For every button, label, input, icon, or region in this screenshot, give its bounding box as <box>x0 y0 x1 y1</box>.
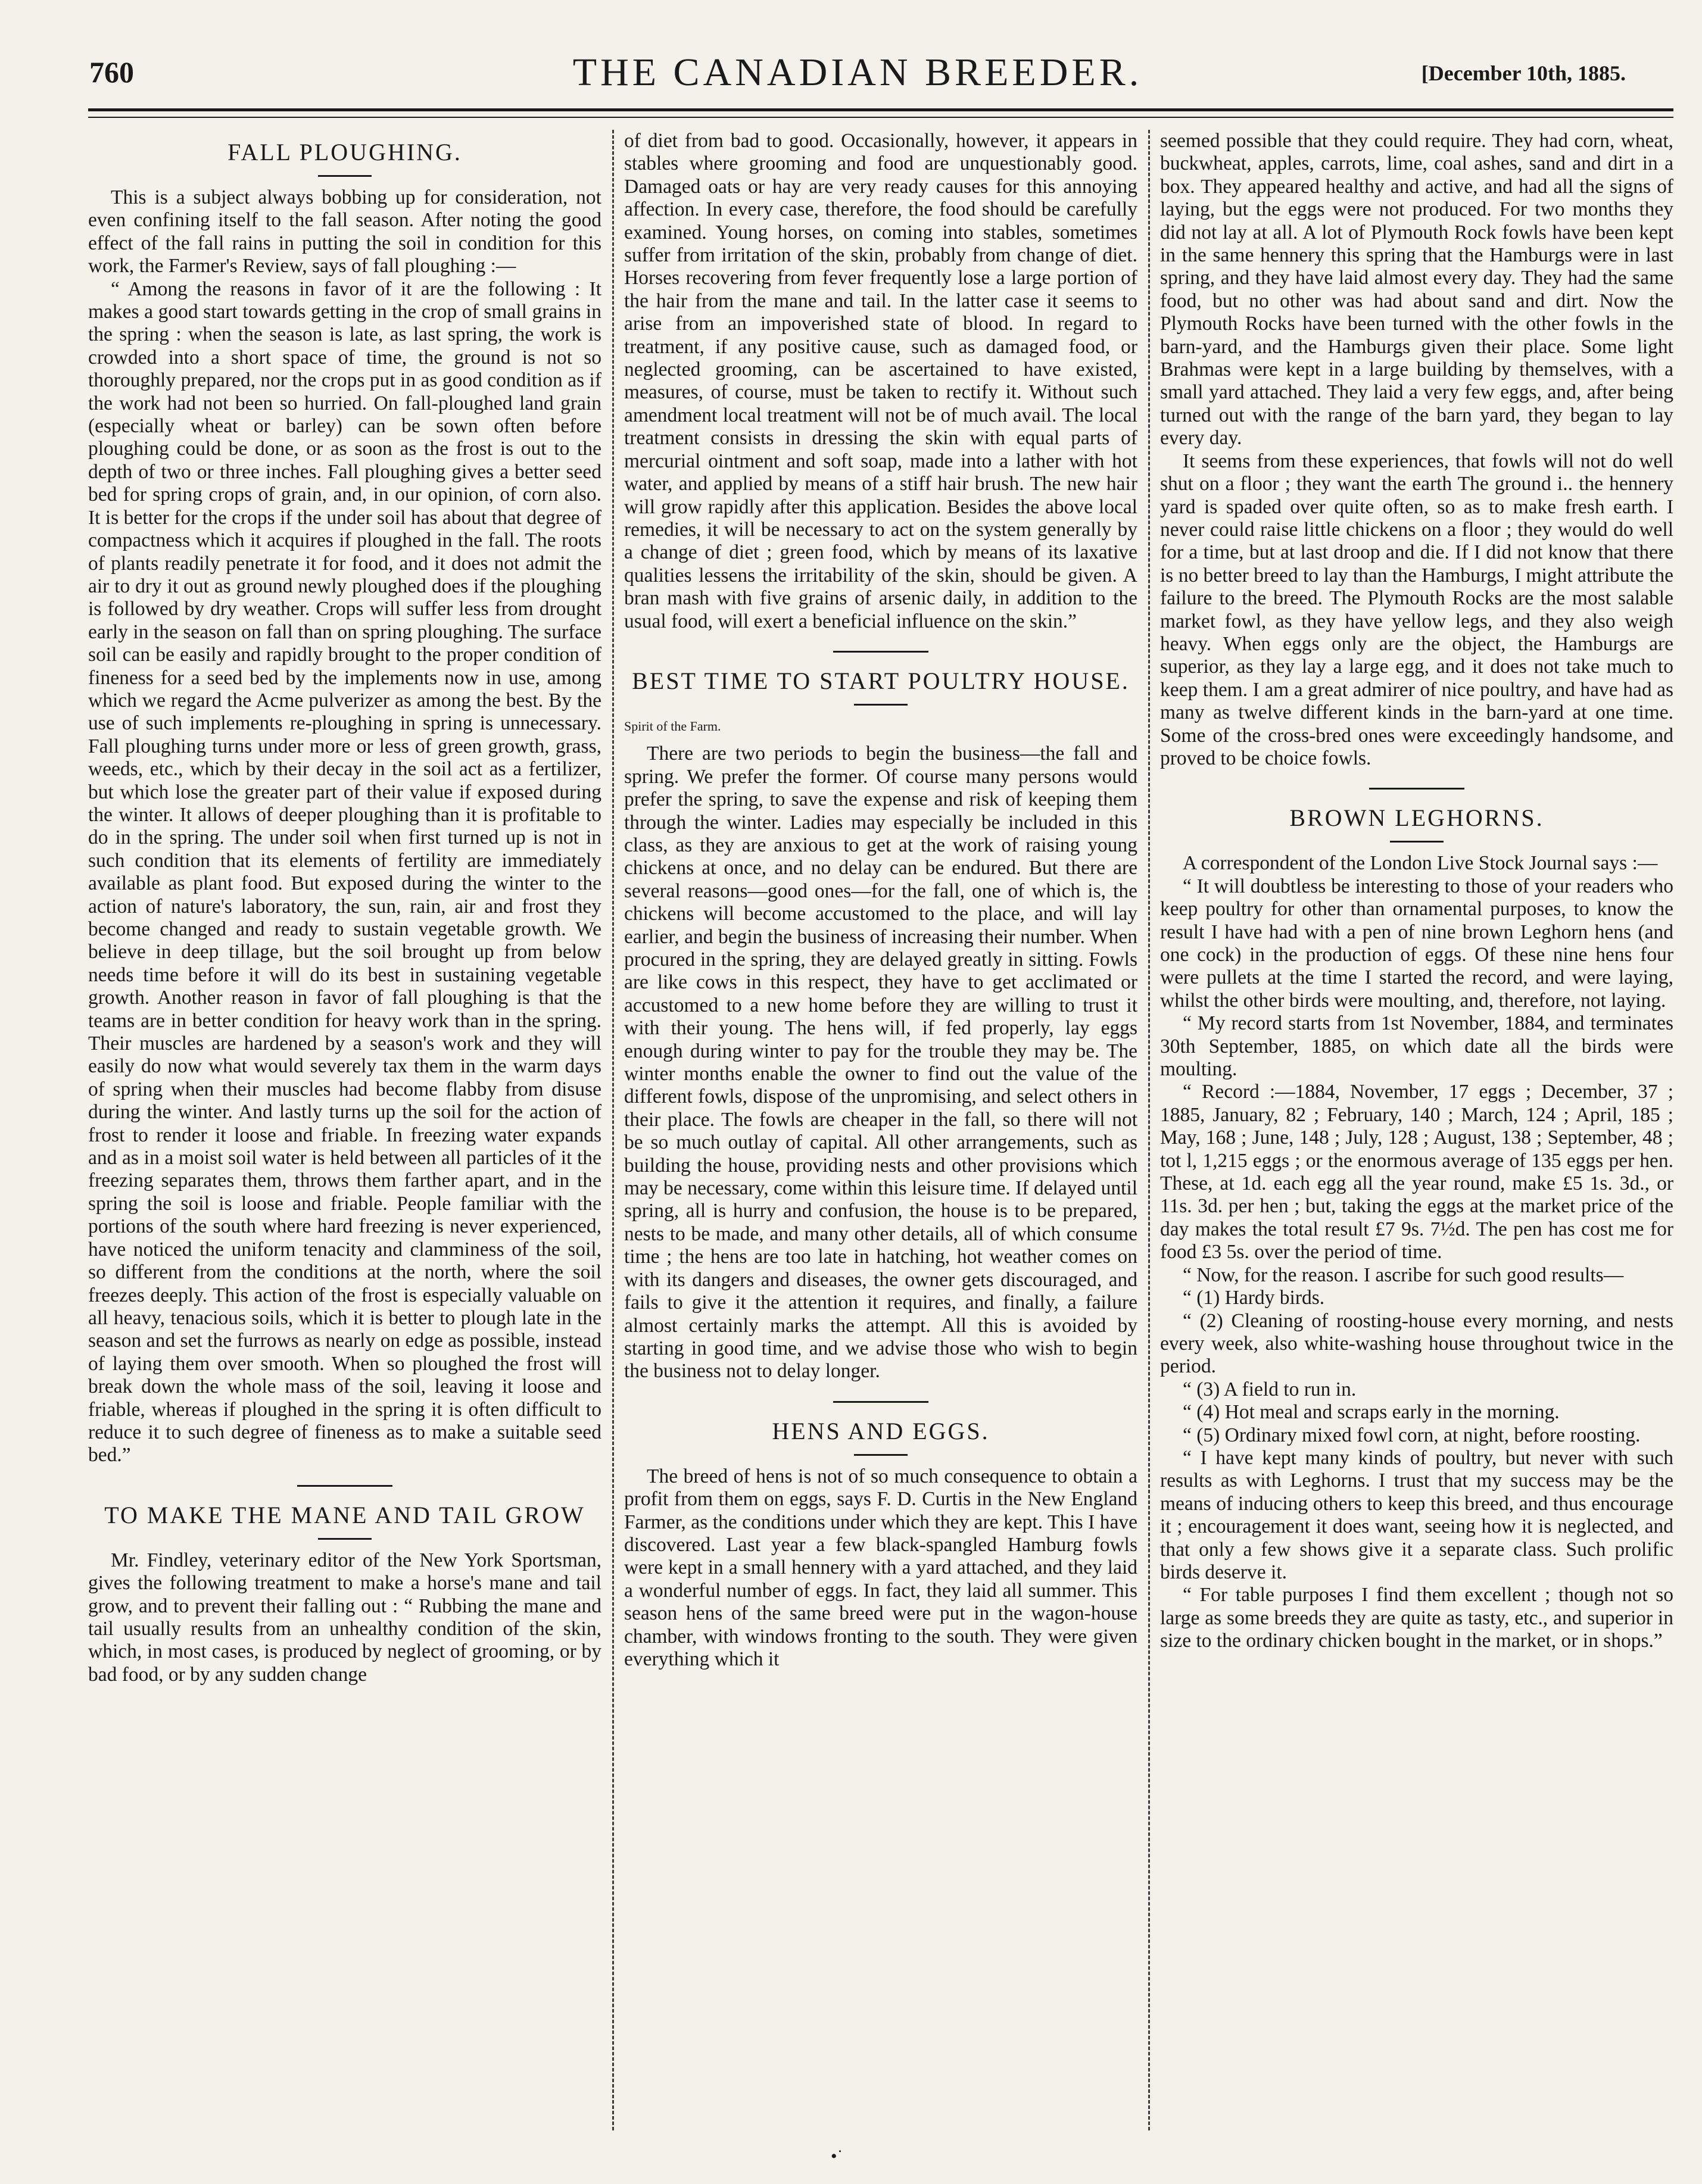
article-paragraph: “ It will doubtless be interesting to those of your readers who keep poultry for other than ornamental purposes, to know the result I have had with a pen of nine brown Leghorn hens (and one cock) in the production of eggs. Of these nine hens four were pullets at the time I started the record, and were laying, whilst the other birds were moulting, and, therefore, not laying. <box>1160 875 1673 1012</box>
article-paragraph: seemed possible that they could require. They had corn, wheat, buckwheat, apples, carrots, lime, coal ashes, sand and dirt in a box. They appeared healthy and active, and had all the signs of laying, but the eggs were not produced. For two months they did not lay at all. A lot of Plymouth Rock fowls have been kept in the same hennery this spring that the Hamburgs were in last spring, and they have laid almost every day. They had the same food, but no other was had about sand and dirt. Now the Plymouth Rocks have been turned with the other fowls in the barn-yard, and the Hamburgs given their place. Some light Brahmas were kept in a large building by themselves, with a small yard attached. They laid a very few eggs, and, after being turned out with the range of the barn yard, they began to lay every day. <box>1160 130 1673 450</box>
article-paragraph: A correspondent of the London Live Stock Journal says :— <box>1183 852 1658 875</box>
article-paragraph: “ I have kept many kinds of poultry, but never with such results as with Leghorns. I trust that my success may be the means of inducing others to keep this breed, and thus encourage it ; encouragement it does want, seeing how it is neglected, and that only a few shows give it a separate class. Such prolific birds deserve it. <box>1160 1446 1673 1583</box>
article-paragraph: “ Among the reasons in favor of it are the following : It makes a good start towards getting in the crop of small grains in the spring : when the season is late, as last spring, the work is crowded into a short space of time, the ground is not so thoroughly prepared, nor the crops put in as good condition as if the work had not been so hurried. On fall-ploughed land grain (especially wheat or barley) can be sown often before ploughing could be done, or as soon as the frost is out to the depth of two or three inches. Fall ploughing gives a better seed bed for spring crops of grain, and, in our opinion, of corn also. It is better for the crops if the under soil has about that degree of compactness which it acquires if ploughed in the fall. The roots of plants readily penetrate it for food, and it does not admit the air to dry it out as ground newly ploughed does if the ploughing is followed by dry weather. Crops will suffer less from drought early in the season on fall than on spring ploughing. The surface soil can be easily and rapidly brought to the proper condition of fineness for a seed bed by the implements now in use, among which we regard the Acme pulverizer as among the best. By the use of such implements re-ploughing in spring is unnecessary. Fall ploughing turns under more or less of green growth, grass, weeds, etc., which by their decay in the soil act as a fertilizer, but which lose the greater part of their value if exposed during the winter. It allows of deeper ploughing than it is profitable to do in the spring. The under soil when first turned up is not in such condition that its elements of fertility are immediately available as plant food. But exposed during the winter to the action of nature's laboratory, the sun, rain, air and frost they become changed and ready to sustain vegetable growth. We believe in deep tillage, but the soil brought up from below needs time before it will do its best in sustaining vegetable growth. Another reason in favor of fall ploughing is that the teams are in better condition for heavy work than in the spring. Their muscles are hardened by a season's work and they will easily do now what would severely tax them in the warm days of spring when their muscles had become flabby from disuse during the winter. And lastly turns up the soil for the action of frost to render it loose and friable. In freezing water expands and as in a moist soil water is held between all particles of it the freezing separates them, throws them farther apart, and in the spring the soil is loose and friable. People familiar with the portions of the south where hard freezing is never experienced, have noticed the uniform tenacity and clamminess of the soil, so different from the conditions at the north, where the soil freezes deeply. This action of the frost is especially valuable on all heavy, tenacious soils, which it is better to plough late in the season and set the furrows as nearly on edge as possible, instead of laying them over smooth. When so ploughed the frost will break down the whole mass of the soil, leaving it loose and friable, whereas if ploughed in the spring it is often difficult to reduce it to such degree of fineness as to make a suitable seed bed.” <box>88 277 601 1467</box>
article-paragraph: “ (3) A field to run in. <box>1183 1378 1357 1400</box>
page-number: 760 <box>89 55 134 89</box>
article-separator <box>833 1401 928 1403</box>
heading-dash <box>854 704 908 706</box>
article-paragraph: “ Record :—1884, November, 17 eggs ; December, 37 ; 1885, January, 82 ; February, 140 ; March, 124 ; April, 185 ; May, 168 ; June, 148 ; July, 128 ; August, 138 ; September, 48 ; tot l, 1,215 eggs ; or the enormous average of 135 eggs per hen. These, at 1d. each egg all the year round, make £5 1s. 3d., or 11s. 3d. per hen ; but, taking the eggs at the market price of the day makes the total result £7 9s. 7½d. The pen has cost me for food £3 5s. over the period of time. <box>1160 1081 1673 1263</box>
article-paragraph: “ For table purposes I find them excellent ; though not so large as some breeds they are quite as tasty, etc., and superior in size to the ordinary chicken bought in the market, or in shops.” <box>1160 1584 1673 1652</box>
article-paragraph: “ (2) Cleaning of roosting-house every morning, and nests every week, also white-washing house throughout twice in the period. <box>1160 1309 1673 1378</box>
article-paragraph: “ Now, for the reason. I ascribe for such good results— <box>1183 1263 1624 1286</box>
article-source: Spirit of the Farm. <box>624 718 721 734</box>
article-paragraph: This is a subject always bobbing up for consideration, not even confining itself to the fall season. After noting the good effect of the fall rains in putting the soil in condition for this work, the Farmer's Review, says of fall ploughing :— <box>88 186 601 277</box>
article-paragraph: “ My record starts from 1st November, 1884, and terminates 30th September, 1885, on which date all the birds were moulting. <box>1160 1012 1673 1081</box>
article-heading-fall-ploughing: FALL PLOUGHING. <box>227 139 462 166</box>
article-heading-mane-and-tail: TO MAKE THE MANE AND TAIL GROW <box>104 1501 585 1528</box>
heading-dash <box>318 175 372 177</box>
masthead-rule-thick <box>88 108 1673 111</box>
article-separator <box>297 1485 392 1487</box>
article-heading-hens-and-eggs: HENS AND EGGS. <box>772 1417 990 1444</box>
masthead-rule-thin <box>88 117 1673 118</box>
masthead <box>71 18 1644 101</box>
column-3 <box>1160 130 1673 2130</box>
issue-date: [December 10th, 1885. <box>1421 61 1626 85</box>
article-paragraph: It seems from these experiences, that fowls will not do well shut on a floor ; they want the earth The ground i.. the hennery yard is spaded over quite often, so as to make fresh earth. I never could raise little chickens on a floor ; they would do well for a time, but at last droop and die. If I did not know that there is no better breed to lay than the Hamburgs, I might attribute the failure to the breed. The Plymouth Rocks are the most salable market fowl, as they have yellow legs, and they also weigh heavy. When eggs only are the object, the Hamburgs are superior, as they lay a large egg, and it does not take much to keep them. I am a great admirer of nice poultry, and have had as many as twelve different kinds in the barn-yard at one time. Some of the cross-bred ones were exceedingly handsome, and proved to be choice fowls. <box>1160 450 1673 769</box>
heading-dash <box>318 1538 372 1540</box>
column-1 <box>88 130 601 2130</box>
article-paragraph: “ (1) Hardy birds. <box>1183 1287 1325 1309</box>
column-divider-1 <box>612 130 614 2130</box>
article-heading-brown-leghorns: BROWN LEGHORNS. <box>1289 804 1544 832</box>
article-paragraph: The breed of hens is not of so much consequence to obtain a profit from them on eggs, says F. D. Curtis in the New England Farmer, as the conditions under which they are kept. This I have discovered. Last year a few black-spangled Hamburg fowls were kept in a small hennery with a yard attached, and they laid a wonderful number of eggs. In fact, they laid all summer. This season hens of the same breed were put in the wagon-house chamber, with windows fronting to the south. They were given everything which it <box>624 1465 1137 1670</box>
article-paragraph: Mr. Findley, veterinary editor of the New York Sportsman, gives the following treatment to make a horse's mane and tail grow, and to prevent their falling out : “ Rubbing the mane and tail usually results from an unhealthy condition of the skin, which, in most cases, is produced by neglect of grooming, or by bad food, or by any sudden change <box>88 1549 601 1686</box>
column-divider-2 <box>1148 130 1150 2130</box>
heading-dash <box>854 1454 908 1456</box>
article-separator <box>1369 788 1464 790</box>
article-paragraph: “ (5) Ordinary mixed fowl corn, at night, before roosting. <box>1183 1424 1641 1446</box>
article-paragraph: of diet from bad to good. Occasionally, however, it appears in stables where grooming and food are unquestionably good. Damaged oats or hay are very ready causes for this annoying affection. In every case, therefore, the food should be carefully examined. Young horses, on coming into stables, sometimes suffer from irritation of the skin, probably from change of diet. Horses recovering from fever frequently lose a large portion of the hair from the mane and tail. In the latter case it seems to arise from an impoverished state of blood. In regard to treatment, if any positive cause, such as damaged food, or neglected grooming, can be ascertained to have existed, measures, of course, must be taken to rectify it. Without such amendment local treatment will not be of much avail. The local treatment consists in dressing the skin with equal parts of mercurial ointment and soft soap, made into a lather with hot water, and applied by means of a stiff hair brush. The new hair will grow rapidly after this application. Besides the above local remedies, it will be necessary to act on the system generally by a change of diet ; green food, which by means of its laxative qualities lessens the irritability of the skin, should be given. A bran mash with five grains of arsenic daily, in addition to the usual food, will exert a beneficial influence on the skin.” <box>624 130 1137 632</box>
article-paragraph: There are two periods to begin the business—the fall and spring. We prefer the former. Of course many persons would prefer the spring, to save the expense and risk of keeping them through the winter. Ladies may especially be included in this class, as they are anxious to get at the work of raising young chickens at once, and no delay can be endured. But there are several reasons—good ones—for the fall, one of which is, the chickens will become accustomed to the place, and will lay earlier, and begin the business of increasing their number. When procured in the spring, they are delayed greatly in sitting. Fowls are like cows in this respect, they have to get acclimated or accustomed to a new home before they are willing to trust it with their young. The hens will, if fed properly, lay eggs enough during winter to pay for the trouble they may be. The winter months enable the owner to find out the value of the different fowls, dispose of the unpromising, and select others in their place. The fowls are cheaper in the fall, so there will not be so much outlay of capital. All other arrangements, such as building the house, providing nests and other provisions which may be necessary, come within this leisure time. If delayed until spring, all is hurry and confusion, the house is to be prepared, nests to be made, and many other details, all of which consume time ; the hens are too late in hatching, hot weather comes on with its dangers and diseases, the owner gets discouraged, and fails to give it the attention it requires, and finally, a failure almost certainly marks the attempt. All this is avoided by starting in good time, and we advise those who wish to begin the business not to delay longer. <box>624 742 1137 1383</box>
heading-dash <box>1390 841 1444 843</box>
column-2 <box>624 130 1137 2130</box>
paper-title: THE CANADIAN BREEDER. <box>572 51 1143 94</box>
article-heading-poultry-house: BEST TIME TO START POULTRY HOUSE. <box>632 667 1130 694</box>
bottom-ornament: •˙ <box>831 2146 843 2166</box>
article-separator <box>833 651 928 653</box>
article-paragraph: “ (4) Hot meal and scraps early in the morning. <box>1183 1401 1560 1424</box>
